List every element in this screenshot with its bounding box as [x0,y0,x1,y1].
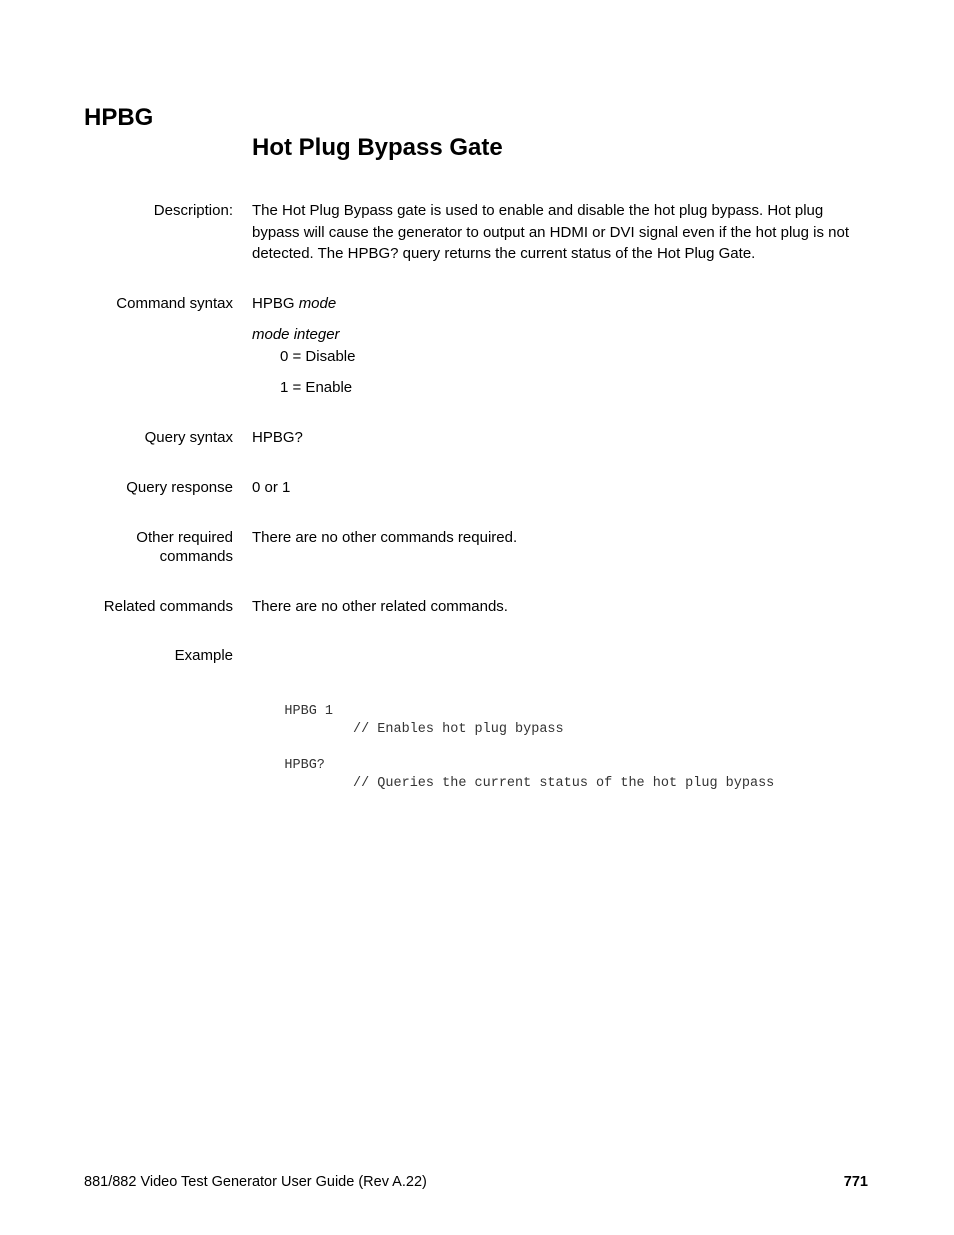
command-syntax-command: HPBG [252,295,295,312]
related-commands-label: Related commands [103,598,233,615]
query-response-value: 0 or 1 [252,479,291,496]
other-required-label-line2: commands [159,548,233,565]
example-comment: // Enables hot plug bypass [353,722,564,737]
command-syntax-value [252,293,336,315]
other-required-label [73,528,233,566]
example-line [252,739,852,791]
example-line [252,685,852,737]
related-commands-value: There are no other related commands. [252,598,508,615]
param-definition: mode integer [252,326,340,343]
example-code-block [252,649,852,791]
command-syntax-param: mode [298,295,337,312]
query-response-label: Query response [126,479,233,496]
page-number: 771 [843,1174,868,1190]
other-required-value: There are no other commands required. [252,529,518,546]
param-option: 1 = Enable [280,379,353,396]
other-required-label-line1: Other required [136,529,233,546]
example-code: HPBG 1 [284,704,334,719]
param-option: 0 = Disable [280,348,356,365]
description-label: Description: [153,202,233,219]
command-name: HPBG [84,104,154,131]
example-comment: // Queries the current status of the hot plug bypass [353,776,775,791]
command-title: Hot Plug Bypass Gate [252,134,503,161]
description-text: The Hot Plug Bypass gate is used to enable and disable the hot plug bypass. Hot plug bypass will cause the generator to output an HDMI or DVI signal even if the hot plug is not detected. The HPBG? query returns the current status of the Hot Plug Gate. [252,202,849,262]
query-syntax-value: HPBG? [252,429,303,446]
query-syntax-label: Query syntax [144,429,233,446]
example-label: Example [174,647,233,664]
example-code: HPBG? [284,758,325,773]
footer-guide-title: 881/882 Video Test Generator User Guide (Rev A.22) [84,1174,427,1190]
command-syntax-label: Command syntax [116,295,233,312]
